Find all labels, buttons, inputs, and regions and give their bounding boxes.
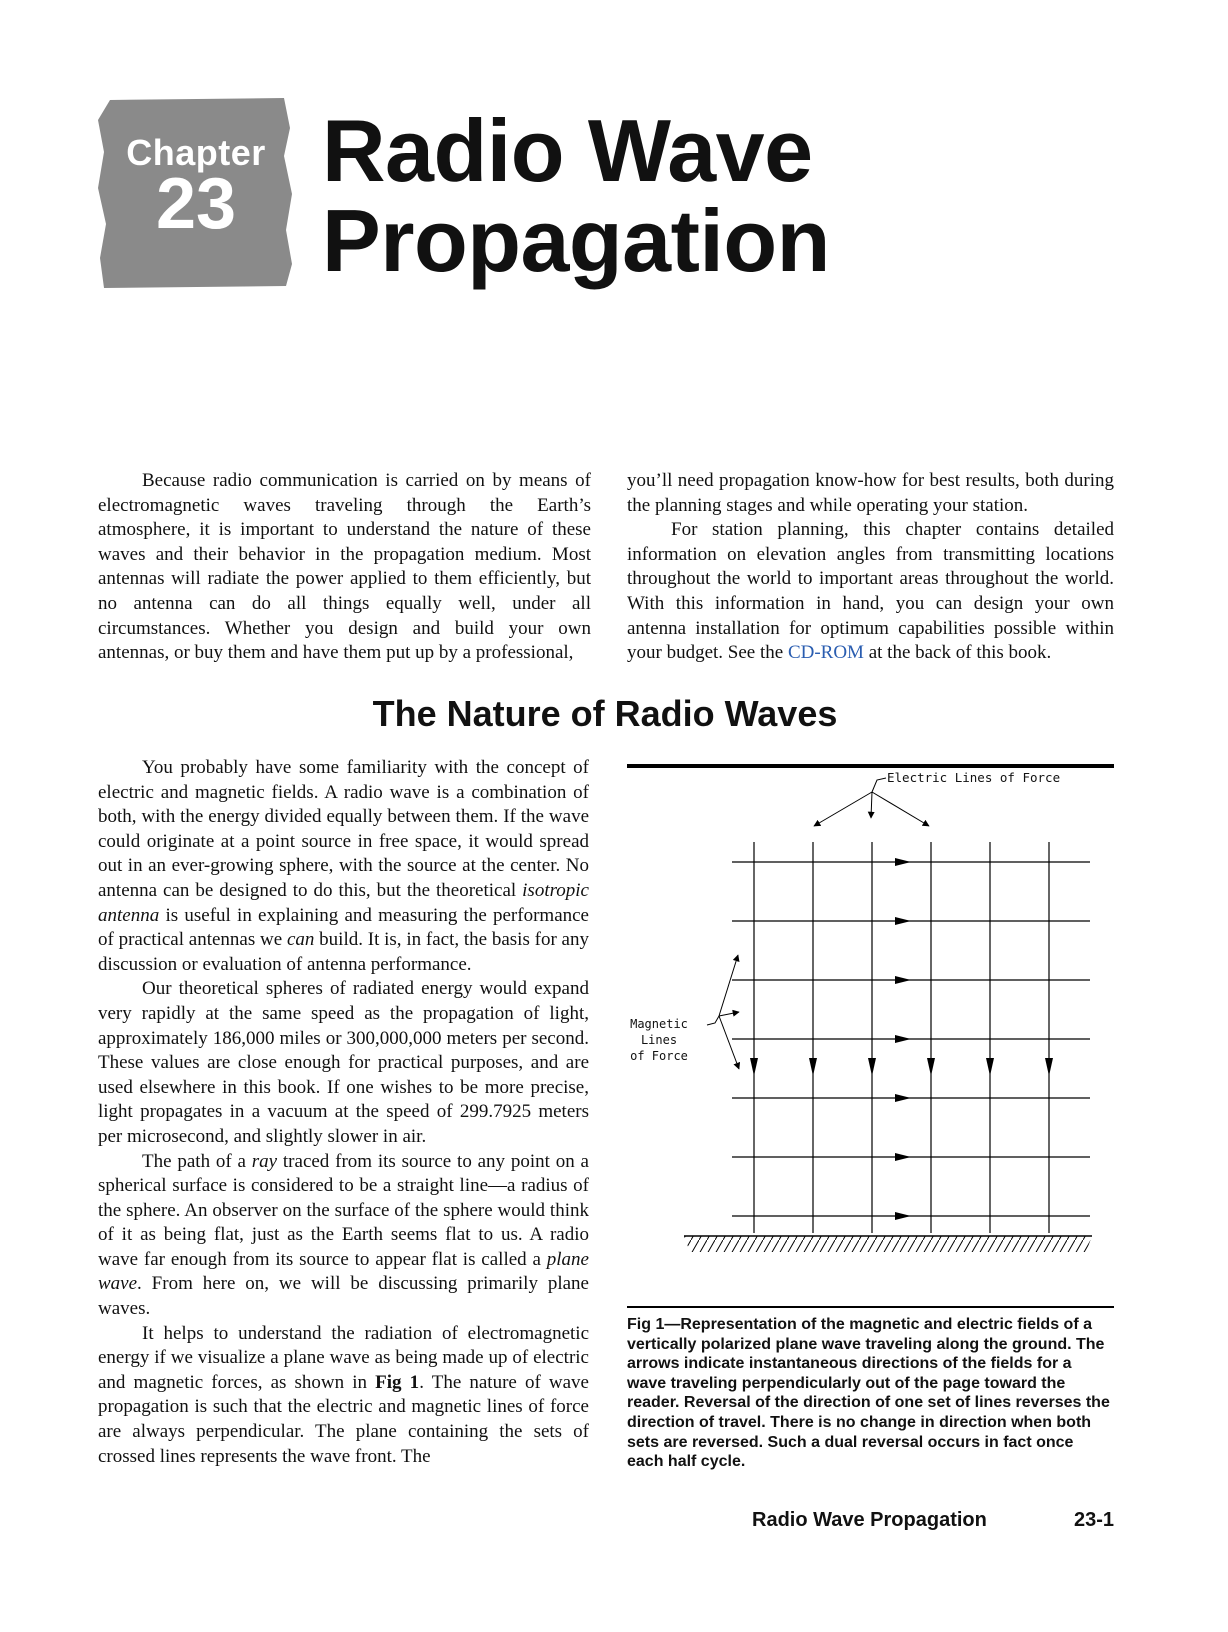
arrowhead bbox=[895, 1153, 911, 1161]
arrowhead bbox=[895, 858, 911, 866]
title-line-2: Propagation bbox=[322, 191, 830, 290]
cd-rom-link[interactable]: CD-ROM bbox=[787, 642, 864, 664]
leader-arrow bbox=[872, 792, 929, 826]
arrowhead bbox=[895, 1094, 911, 1102]
body-paragraph-3 bbox=[98, 1150, 589, 1322]
title-line-1: Radio Wave bbox=[322, 101, 813, 200]
chapter-badge bbox=[98, 98, 294, 288]
arrowhead bbox=[868, 1058, 876, 1076]
footer-title: Radio Wave Propagation bbox=[752, 1509, 987, 1531]
leader-arrow bbox=[719, 1016, 739, 1069]
magnetic-label-line-3: of Force bbox=[630, 1049, 688, 1063]
text-run: For station planning, this chapter contains detailed information on elevation angles from transmitting locations throughout the world to important areas throughout the world. With this information in hand, you can design your own antenna installation for optimum capabilities possible within your budget. See the bbox=[627, 519, 1114, 664]
ground-hatching bbox=[684, 1236, 1092, 1252]
text-run: It helps to understand the radiation of electromagnetic energy if we visualize a plane wave as being made up of electric and magnetic forces, as shown in bbox=[98, 1322, 589, 1393]
figure-1-diagram bbox=[627, 770, 1114, 1298]
intro-paragraph-planning bbox=[627, 518, 1114, 666]
page-number: 23-1 bbox=[1073, 1509, 1114, 1531]
electric-label-leaders bbox=[814, 778, 929, 826]
electric-lines-label: Electric Lines of Force bbox=[887, 770, 1061, 785]
magnetic-direction-arrows bbox=[895, 858, 911, 1220]
leader-arrow bbox=[871, 792, 872, 818]
intro-column-left bbox=[98, 469, 591, 666]
section-heading: The Nature of Radio Waves bbox=[372, 693, 838, 734]
emphasis: can bbox=[286, 929, 315, 951]
chapter-label: Chapter bbox=[126, 132, 266, 173]
ground bbox=[684, 1236, 1092, 1252]
leader-line bbox=[707, 1016, 719, 1025]
text-run: at the back of this book. bbox=[863, 642, 1052, 664]
arrowhead bbox=[895, 917, 911, 925]
text-run: traced from its source to any point on a spherical surface is considered to be a straight line—a radius of the sphere. An observer on the surface of the sphere would think of it as being flat, just as the Earth seems flat to us. A radio wave far enough from its source to appear flat is called a bbox=[98, 1150, 589, 1270]
text-run: is useful in explaining and measuring the performance of practical antennas we bbox=[98, 904, 589, 951]
arrowhead bbox=[895, 1212, 911, 1220]
arrowhead bbox=[895, 1035, 911, 1043]
chapter-number: 23 bbox=[155, 164, 237, 244]
emphasis: ray bbox=[251, 1150, 278, 1172]
text-run: . The nature of wave propagation is such that the electric and magnetic lines of force are always perpendicular. The plane containing the sets of crossed lines represents the wave front. The bbox=[98, 1371, 589, 1467]
text-run: . From here on, we will be discussing primarily plane waves. bbox=[98, 1273, 589, 1320]
chapter-title bbox=[322, 101, 830, 290]
text-run: You probably have some familiarity with the concept of electric and magnetic fields. A radio wave is a combination of both, with the energy divided equally between them. If the wave could originate at a point source in free space, it would spread out in an ever-growing sphere, with the source at the center. No antenna can be designed to do this, but the theoretical bbox=[98, 757, 589, 901]
leader-line bbox=[872, 778, 886, 792]
text-run: The path of a bbox=[142, 1150, 252, 1172]
leader-arrow bbox=[814, 792, 872, 826]
magnetic-label-line-2: Lines bbox=[640, 1033, 678, 1047]
intro-paragraph: Because radio communication is carried on by means of electromagnetic waves traveling through the Earth’s atmosphere, it is important to understand the nature of these waves and their behavior in the propagation medium. Most antennas will radiate the power applied to them efficiently, but no antenna can do all things equally well, under all circumstances. Whether you design and build your own antennas, or buy them and have them put up by a professional, bbox=[98, 470, 591, 664]
arrowhead bbox=[895, 976, 911, 984]
magnetic-label-leaders bbox=[707, 955, 739, 1069]
arrowhead bbox=[750, 1058, 758, 1076]
body-paragraph-1 bbox=[98, 756, 589, 977]
magnetic-label-line-1: Magnetic bbox=[630, 1017, 688, 1031]
emphasis: plane wave bbox=[98, 1248, 589, 1295]
body-paragraph-2: Our theoretical spheres of radiated energy would expand very rapidly at the same speed as the propagation of light, approximately 186,000 miles or 300,000,000 meters per second. These values are close enough for practical purposes, and are used elsewhere in this book. If one wishes to be more precise, light propagates in a vacuum at the speed of 299.7925 meters per microsecond, and slightly slower in air. bbox=[98, 978, 589, 1147]
figure-reference: Fig 1 bbox=[375, 1371, 420, 1393]
emphasis: isotropic antenna bbox=[98, 879, 589, 926]
text-run: build. It is, in fact, the basis for any discussion or evaluation of antenna performance. bbox=[98, 929, 589, 975]
figure-caption: Fig 1—Representation of the magnetic and electric fields of a vertically polarized plane wave traveling along the ground. The arrows indicate instantaneous directions of the fields for a wave traveling perpendicularly out of the page toward the reader. Reversal of the direction of one set of lines reverses the direction of travel. There is no change in direction when both sets are reversed. Such a dual reversal occurs in fact once each half cycle. bbox=[627, 1316, 1110, 1471]
arrowhead bbox=[1045, 1058, 1053, 1076]
body-column bbox=[98, 756, 589, 1469]
body-paragraph-4 bbox=[98, 1322, 589, 1470]
arrowhead bbox=[809, 1058, 817, 1076]
electric-direction-arrows bbox=[750, 1058, 1053, 1076]
arrowhead bbox=[927, 1058, 935, 1076]
figure-top-rule bbox=[627, 764, 1114, 768]
intro-paragraph-continued: you’ll need propagation know-how for best results, both during the planning stages and while operating your station. bbox=[627, 470, 1114, 516]
arrowhead bbox=[986, 1058, 994, 1076]
leader-arrow bbox=[719, 1012, 739, 1016]
intro-column-right bbox=[627, 469, 1114, 666]
figure-caption-rule bbox=[627, 1306, 1114, 1308]
leader-arrow bbox=[719, 955, 738, 1016]
